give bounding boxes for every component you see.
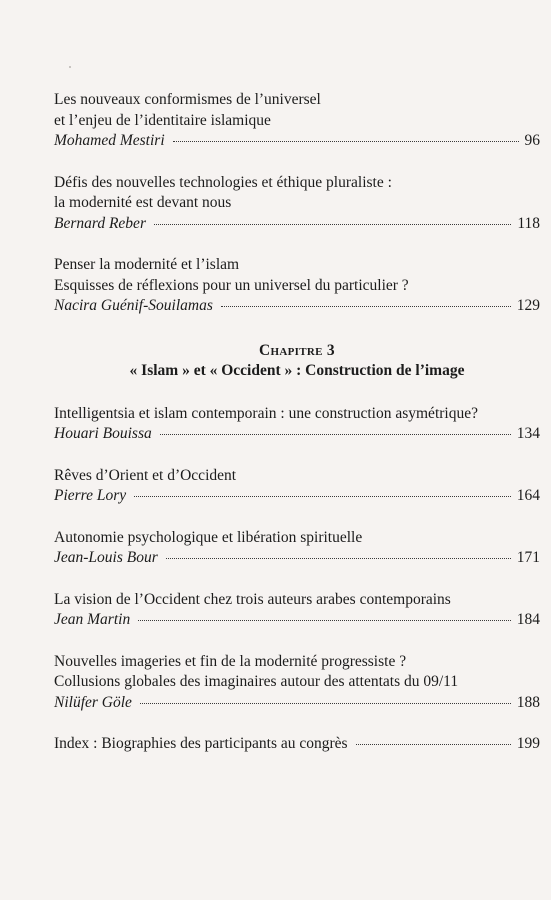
entry-title-line-2: Collusions globales des imaginaires autour des attentats du 09/11 — [54, 673, 459, 690]
entry-title-line-1: Nouvelles imageries et fin de la modernité progressiste ? — [54, 652, 407, 670]
index-page-number: 199 — [516, 735, 540, 752]
entry-author: Pierre Lory — [54, 487, 127, 504]
toc-entry-gole — [54, 652, 540, 714]
entry-author: Nilüfer Göle — [54, 693, 132, 711]
dot-leader — [160, 434, 511, 435]
entry-page-number: 129 — [516, 297, 540, 314]
entry-page-number: 188 — [516, 693, 540, 711]
entry-author: Nacira Guénif-Souilamas — [54, 297, 213, 314]
entry-author: Houari Bouissa — [54, 425, 152, 442]
entry-page-number: 134 — [516, 425, 540, 442]
chapter-label: Chapitre 3 — [259, 341, 335, 359]
entry-author-line — [54, 214, 540, 235]
toc-entry-bour — [54, 528, 540, 569]
entry-title-line-2: et l’enjeu de l’identitaire islamique — [54, 111, 271, 129]
index-line — [54, 734, 540, 755]
entry-author: Jean-Louis Bour — [54, 549, 158, 566]
entry-title-line-1: Intelligentsia et islam contemporain : une construction asymétrique? — [54, 404, 478, 422]
entry-author: Bernard Reber — [54, 214, 146, 232]
entry-author-line — [54, 296, 540, 317]
entry-title-line-1: Rêves d’Orient et d’Occident — [54, 466, 237, 484]
dot-leader — [140, 703, 511, 704]
entry-page-number: 171 — [516, 549, 540, 566]
toc-entry-martin — [54, 590, 540, 631]
entry-title-line-1: Penser la modernité et l’islam — [54, 256, 240, 273]
entry-title-line-1: Les nouveaux conformismes de l’universel — [54, 91, 321, 108]
dot-leader — [154, 224, 511, 225]
entry-page-number: 164 — [516, 487, 540, 504]
entry-page-number: 118 — [517, 214, 540, 232]
entry-author-line — [54, 548, 540, 569]
index-label: Index : Biographies des participants au congrès — [54, 735, 348, 752]
entry-title-line-1: Autonomie psychologique et libération spirituelle — [54, 528, 363, 546]
dot-leader — [134, 496, 511, 497]
toc-entry-index — [54, 734, 540, 755]
toc-entry-mestiri — [54, 90, 540, 152]
entry-author-line — [54, 610, 540, 631]
entry-author: Mohamed Mestiri — [54, 132, 165, 149]
entry-page-number: 96 — [524, 132, 540, 149]
entry-title-line-1: Défis des nouvelles technologies et éthique pluraliste : — [54, 173, 392, 191]
entry-author: Jean Martin — [54, 611, 131, 628]
table-of-contents — [54, 90, 540, 755]
chapter-title: « Islam » et « Occident » : Construction de l’image — [129, 361, 465, 379]
dot-leader — [173, 141, 519, 142]
toc-entry-lory — [54, 466, 540, 507]
entry-page-number: 184 — [516, 611, 540, 628]
dot-leader — [138, 620, 511, 621]
dot-leader — [166, 558, 511, 559]
entry-title-line-2: Esquisses de réflexions pour un universel du particulier ? — [54, 276, 409, 294]
entry-author-line — [54, 424, 540, 445]
toc-entry-reber — [54, 173, 540, 235]
paper-speck — [69, 66, 71, 68]
toc-entry-guenif-souilamas — [54, 255, 540, 317]
toc-entry-bouissa — [54, 404, 540, 445]
dot-leader — [356, 744, 511, 745]
entry-author-line — [54, 131, 540, 152]
entry-title-line-1: La vision de l’Occident chez trois auteurs arabes contemporains — [54, 590, 451, 608]
entry-author-line — [54, 693, 540, 714]
entry-author-line — [54, 486, 540, 507]
chapter-heading — [54, 341, 540, 381]
dot-leader — [221, 306, 511, 307]
entry-title-line-2: la modernité est devant nous — [54, 194, 232, 211]
